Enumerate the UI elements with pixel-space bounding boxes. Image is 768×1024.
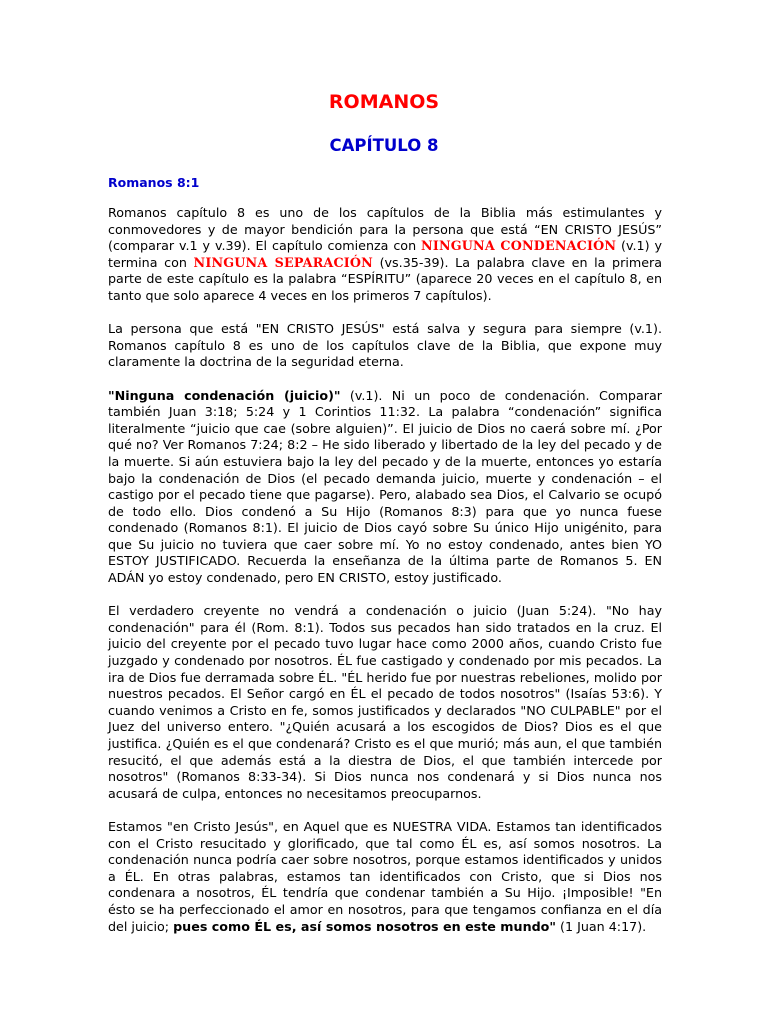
paragraph-lead: "Ninguna condenación (juicio)"	[108, 387, 341, 403]
paragraph-text: (v.1). Ni un poco de condenación. Comparar también Juan 3:18; 5:24 y 1 Corintios 11:32. La palabra “condenación” significa literalmente “juicio que cae (sobre alguien)”. El juicio de Dios no caerá sobre mí. ¿Por qué no? Ver Romanos 7:24; 8:2 – He sido liberado y libertado de la ley del pecado y de la muerte. Si aún estuviera bajo la ley del pecado y de la muerte, entonces yo estaría bajo la condenación de Dios (el pecado demanda juicio, muerte y condenación – el castigo por el pecado tiene que pagarse). Pero, alabado sea Dios, el Calvario se ocupó de todo ello. Dios condenó a Su Hijo (Romanos 8:3) para que yo nunca fuese condenado (Romanos 8:1). El juicio de Dios cayó sobre Su único Hijo unigénito, para que Su juicio no tuviera que caer sobre mí. Yo no estoy condenado, antes bien YO ESTOY JUSTIFICADO. Recuerda la enseñanza de la última parte de Romanos 5. EN ADÁN yo estoy condenado, pero EN CRISTO, estoy justificado.	[108, 387, 662, 586]
paragraph-security: La persona que está "EN CRISTO JESÚS" está salva y segura para siempre (v.1). Romanos capítulo 8 es uno de los capítulos clave de la Biblia, que expone muy claramente la doctrina de la seguridad eterna.	[108, 321, 662, 370]
paragraph-in-christ	[108, 819, 662, 935]
paragraph-believer: El verdadero creyente no vendrá a condenación o juicio (Juan 5:24). "No hay condenación" para él (Rom. 8:1). Todos sus pecados han sido tratados en la cruz. El juicio del creyente por el pecado tuvo lugar hace como 2000 años, cuando Cristo fue juzgado y condenado por nosotros. ÉL fue castigado y condenado por mis pecados. La ira de Dios fue derramada sobre ÉL. "ÉL herido fue por nuestras rebeliones, molido por nuestros pecados. El Señor cargó en ÉL el pecado de todos nosotros" (Isaías 53:6). Y cuando venimos a Cristo en fe, somos justificados y declarados "NO CULPABLE" por el Juez del universo entero. "¿Quién acusará a los escogidos de Dios? Dios es el que justifica. ¿Quién es el que condenará? Cristo es el que murió; más aun, el que también resucitó, el que además está a la diestra de Dios, el que también intercede por nosotros" (Romanos 8:33-34). Si Dios nunca nos condenará y si Dios nunca nos acusará de culpa, entonces no necesitamos preocuparnos.	[108, 603, 662, 801]
paragraph-text: Romanos capítulo 8 es uno de los capítulos de la Biblia más estimulantes y conmovedores y de mayor bendición para la persona que está “EN CRISTO JESÚS” (comparar v.1 y v.39). El capítulo comienza con	[108, 205, 662, 254]
verse-reference: Romanos 8:1	[108, 175, 200, 190]
highlight-ninguna-separacion: NINGUNA SEPARACIÓN	[193, 254, 373, 270]
chapter-heading: CAPÍTULO 8	[329, 136, 439, 155]
document-body	[108, 205, 662, 952]
paragraph-intro	[108, 205, 662, 305]
page-title: ROMANOS	[328, 91, 440, 113]
paragraph-text: (1 Juan 4:17).	[556, 918, 647, 934]
paragraph-text: Estamos "en Cristo Jesús", en Aquel que es NUESTRA VIDA. Estamos tan identificados con el Cristo resucitado y glorificado, que tal como ÉL es, así somos nosotros. La condenación nunca podría caer sobre nosotros, porque estamos identificados y unidos a ÉL. En otras palabras, estamos tan identificados con Cristo, que si Dios nos condenara a nosotros, ÉL tendría que condenar también a Su Hijo. ¡Imposible! "En ésto se ha perfeccionado el amor en nosotros, para que tengamos confianza en el día del juicio;	[108, 818, 662, 934]
paragraph-no-condemnation	[108, 388, 662, 587]
paragraph-text: (vs.35-39). La palabra clave en la primera parte de este capítulo es la palabra “ESPÍRITU” (aparece 20 veces en el capítulo 8, en tanto que solo aparece 4 veces en los primeros 7 capítulos).	[108, 254, 662, 303]
paragraph-text: (v.1) y termina con	[108, 238, 662, 270]
bold-quote: pues como ÉL es, así somos nosotros en este mundo"	[173, 918, 557, 934]
highlight-ninguna-condenacion: NINGUNA CONDENACIÓN	[421, 238, 617, 254]
